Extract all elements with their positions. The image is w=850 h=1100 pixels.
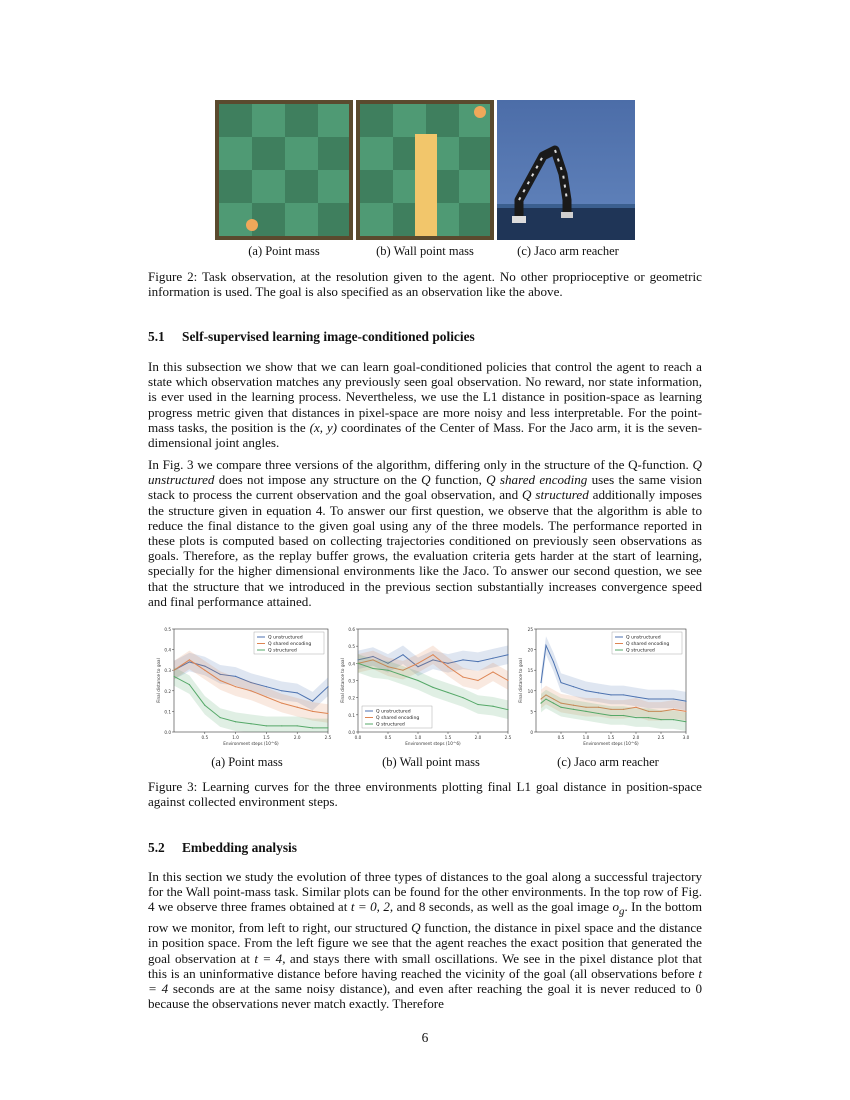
y-tick-label: 0.0 (348, 730, 355, 735)
data-point (235, 686, 236, 687)
y-axis-label: Final distance to goal (518, 658, 523, 703)
data-point (477, 680, 478, 681)
data-point (357, 663, 358, 664)
data-point (266, 696, 267, 697)
data-point (635, 717, 636, 718)
x-tick-label: 1.0 (414, 735, 422, 740)
legend-label: Q structured (268, 648, 297, 654)
y-tick-label: 5 (530, 709, 533, 715)
data-point (204, 705, 205, 706)
data-point (173, 676, 174, 677)
figure3-subcaption-a: (a) Point mass (211, 755, 283, 769)
wall (415, 134, 437, 236)
legend (362, 706, 432, 728)
data-point (281, 690, 282, 691)
data-point (545, 645, 546, 646)
section-title: Self-supervised learning image-conditioned policies (182, 329, 475, 344)
y-tick-label: 0.4 (164, 647, 171, 653)
figure3-chart-point-mass (146, 625, 332, 749)
y-tick-label: 0.2 (348, 695, 355, 701)
data-point (573, 686, 574, 687)
data-point (189, 684, 190, 685)
data-point (462, 676, 463, 677)
data-point (507, 680, 508, 681)
y-tick-label: 0.5 (348, 644, 355, 650)
data-point (685, 721, 686, 722)
data-point (266, 686, 267, 687)
section-5-1-paragraph-2: In Fig. 3 we compare three versions of the algorithm, differing only in the structure of the Q-function. Q unstructured does not impose any structure on the Q function, Q shared encoding uses the same vision stack to process the current observation and the goal observation, and Q structured additionally imposes the structure given in equation 4. To answer our first question, we observe that the algorithm is able to reduce the final distance to the given goal using any of the three models. The performance reported in these plots is computed based on collecting trajectories conditioned on previously seen observations as goals. Therefore, as the replay buffer grows, the evaluation criteria gets harder at the start of learning, specially for the higher dimensional environments like the Jaco. To answer our second question, we see that the structure that we introduced in the previous section substantially increases convergence speed and final performance attained. (148, 457, 702, 609)
data-point (507, 709, 508, 710)
data-point (447, 666, 448, 667)
data-point (204, 670, 205, 671)
figure3-chart-jaco-arm (518, 625, 690, 749)
data-point (250, 690, 251, 691)
y-tick-label: 0 (530, 730, 533, 735)
y-tick-label: 0.5 (164, 627, 171, 632)
data-point (660, 719, 661, 720)
data-point (281, 703, 282, 704)
y-tick-label: 10 (527, 688, 533, 694)
y-tick-label: 20 (527, 647, 533, 653)
data-point (402, 654, 403, 655)
jaco-arm-render (497, 100, 635, 240)
x-axis-label: Environment steps (10^6) (583, 741, 639, 746)
data-point (266, 725, 267, 726)
y-tick-label: 0.4 (348, 661, 355, 667)
data-point (673, 698, 674, 699)
x-axis-label: Environment steps (10^6) (405, 741, 461, 746)
data-point (623, 715, 624, 716)
data-point (477, 661, 478, 662)
legend (612, 632, 682, 654)
data-point (432, 687, 433, 688)
data-point (545, 698, 546, 699)
data-point (507, 654, 508, 655)
data-point (462, 659, 463, 660)
point-mass-ball (246, 219, 258, 231)
figure2-subcaption-c: (c) Jaco arm reacher (517, 244, 619, 258)
figure2-subcaption-a: (a) Point mass (248, 244, 320, 258)
data-point (540, 682, 541, 683)
data-point (250, 723, 251, 724)
data-point (297, 725, 298, 726)
y-tick-label: 0.3 (164, 668, 171, 674)
y-axis-label: Final distance to goal (156, 658, 161, 703)
section-5-2-heading (148, 840, 297, 856)
data-point (673, 719, 674, 720)
x-tick-label: 2.5 (324, 735, 332, 740)
x-tick-label: 3.0 (682, 735, 690, 740)
y-tick-label: 0.2 (164, 688, 171, 694)
data-point (553, 661, 554, 662)
data-point (220, 680, 221, 681)
data-point (327, 686, 328, 687)
figure3-subcaption-c: (c) Jaco arm reacher (557, 755, 659, 769)
data-point (387, 670, 388, 671)
point-mass-render (215, 100, 353, 240)
figure2-caption: Figure 2: Task observation, at the resolution given to the agent. No other proprioceptive or geometric information is used. The goal is also specified as an observation like the above. (148, 269, 702, 300)
data-point (312, 727, 313, 728)
figure2-jaco-arm-image (497, 100, 635, 240)
data-point (477, 704, 478, 705)
data-point (648, 717, 649, 718)
x-tick-label: 1.0 (582, 735, 590, 740)
data-point (432, 654, 433, 655)
data-point (585, 711, 586, 712)
y-axis-label: Final distance to goal (340, 658, 345, 703)
data-point (635, 696, 636, 697)
y-tick-label: 25 (527, 627, 533, 632)
y-tick-label: 0.3 (348, 678, 355, 684)
legend-label: Q unstructured (626, 635, 661, 641)
data-point (297, 707, 298, 708)
x-tick-label: 2.0 (293, 735, 301, 740)
figure3-subcaption-b: (b) Wall point mass (382, 755, 480, 769)
figure2-subcaption-b: (b) Wall point mass (376, 244, 474, 258)
x-tick-label: 2.5 (504, 735, 512, 740)
section-5-2-paragraph-1: In this section we study the evolution of three types of distances to the goal along a successful trajectory for the Wall point-mass task. Similar plots can be found for the other environments. In the top row of Fig. 4 we observe three frames obtained at t = 0, 2, and 8 seconds, as well as the goal image $o_g$. In the bottom row we monitor, from left to right, our structured Q function, the distance in pixel space and the distance in position space. From the left figure we see that the agent reaches the exact position that generated the goal observation at t = 4, and stays there with small oscillations. We see in the pixel distance plot that this is an uninformative distance before having reached the vicinity of the goal (all observations before t = 4 seconds are at the same noisy distance), and even after reaching the goal it is never reduced to 0 because the observations never match exactly. Therefore (148, 869, 703, 1012)
x-tick-label: 2.0 (632, 735, 640, 740)
data-point (447, 692, 448, 693)
legend-label: Q structured (376, 722, 405, 728)
data-point (220, 717, 221, 718)
data-point (297, 692, 298, 693)
data-point (598, 713, 599, 714)
y-tick-label: 0.0 (164, 730, 171, 735)
data-point (235, 676, 236, 677)
legend-label: Q shared encoding (626, 642, 670, 648)
section-number: 5.1 (148, 329, 165, 344)
data-point (372, 668, 373, 669)
x-tick-label: 1.5 (263, 735, 270, 740)
x-axis-label: Environment steps (10^6) (223, 741, 279, 746)
data-point (598, 692, 599, 693)
legend-label: Q shared encoding (376, 716, 420, 722)
data-point (685, 701, 686, 702)
x-tick-label: 0.0 (354, 735, 362, 740)
data-point (462, 697, 463, 698)
y-tick-label: 15 (527, 668, 533, 674)
data-point (281, 725, 282, 726)
data-point (312, 701, 313, 702)
section-5-1-paragraph-1: In this subsection we show that we can learn goal-conditioned policies that control the agent to reach a state which observation matches any previously seen goal observation. No reward, nor state information, is ever used in the learning process. Nevertheless, we use the L1 distance in position-space as learning progress metric given that distances in pixel-space are more noisy and less interpretable. For the point-mass tasks, the position is the (x, y) coordinates of the Center of Mass. For the Jaco arm, it is the seven-dimensional joint angles. (148, 359, 702, 451)
figure2-point-mass-image (215, 100, 353, 240)
data-point (685, 711, 686, 712)
x-tick-label: 0.5 (201, 735, 209, 740)
data-point (610, 694, 611, 695)
data-point (312, 711, 313, 712)
x-tick-label: 2.5 (657, 735, 665, 740)
y-tick-label: 0.6 (348, 627, 355, 632)
section-number: 5.2 (148, 840, 165, 855)
data-point (623, 694, 624, 695)
point-mass-ball (474, 106, 486, 118)
data-point (560, 707, 561, 708)
data-point (492, 671, 493, 672)
legend-label: Q unstructured (376, 709, 411, 715)
data-point (635, 707, 636, 708)
section-title: Embedding analysis (182, 840, 297, 855)
figure2-wall-point-mass-image (356, 100, 494, 240)
x-tick-label: 1.5 (607, 735, 615, 740)
data-point (189, 659, 190, 660)
section-5-1-heading (148, 329, 475, 345)
figure3-caption: Figure 3: Learning curves for the three environments plotting final L1 goal distance in position-space against collected environment steps. (148, 779, 702, 810)
legend-label: Q shared encoding (268, 642, 312, 648)
data-point (610, 715, 611, 716)
y-tick-label: 0.1 (164, 709, 171, 715)
data-point (327, 713, 328, 714)
x-tick-label: 2.0 (474, 735, 482, 740)
data-point (235, 721, 236, 722)
y-tick-label: 0.1 (348, 712, 355, 718)
x-tick-label: 0.5 (557, 735, 565, 740)
page-number: 6 (421, 1030, 429, 1045)
data-point (660, 698, 661, 699)
wall-point-mass-render (356, 100, 494, 240)
data-point (492, 658, 493, 659)
x-tick-label: 1.0 (232, 735, 239, 740)
legend (254, 632, 324, 654)
data-point (327, 727, 328, 728)
legend-label: Q structured (626, 648, 655, 654)
figure3-chart-wall-point-mass (340, 625, 512, 749)
data-point (553, 703, 554, 704)
data-point (648, 698, 649, 699)
data-point (560, 682, 561, 683)
data-point (417, 680, 418, 681)
data-point (673, 709, 674, 710)
data-point (540, 703, 541, 704)
data-point (492, 706, 493, 707)
x-tick-label: 0.5 (384, 735, 392, 740)
data-point (417, 663, 418, 664)
data-point (402, 675, 403, 676)
legend-label: Q unstructured (268, 635, 303, 641)
x-tick-label: 1.5 (444, 735, 452, 740)
data-point (585, 690, 586, 691)
data-point (573, 709, 574, 710)
